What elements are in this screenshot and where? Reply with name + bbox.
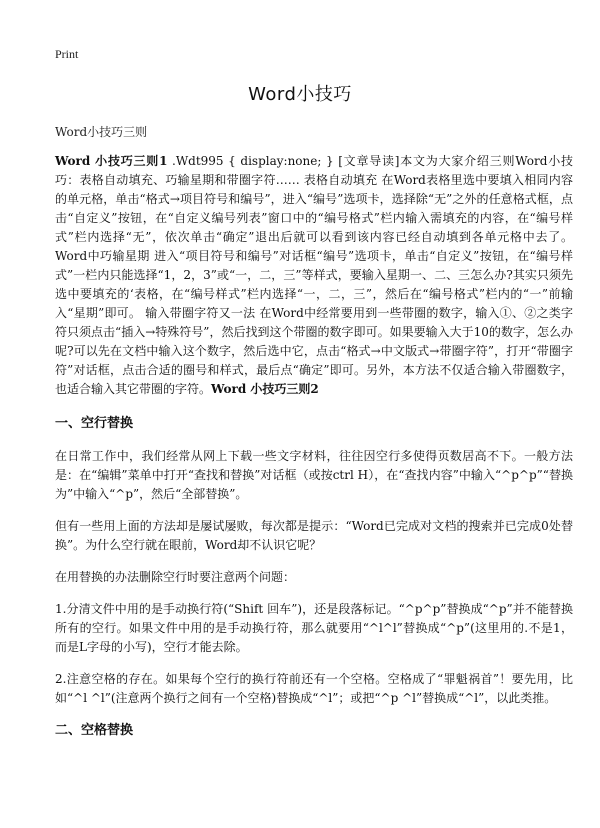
section-heading-spaces: 二、空格替换: [55, 723, 134, 738]
paragraph-1: 在日常工作中，我们经常从网上下载一些文字材料，往往因空行多使得页数居高不下。一般方法是：在“编辑”菜单中打开“查找和替换”对话框（或按ctrl H），在“查找内容”中输入“^p^p”“替换为”中输入“^p”，然后“全部替换”。: [55, 449, 573, 501]
paragraph-4: 1.分清文件中用的是手动换行符(“Shift 回车”)，还是段落标记。“^p^p”替换成“^p”并不能替换所有的空行。如果文件中用的是手动换行符，那么就要用“^l^l”替换成“^p”(这里用的.不是1，而是L字母的小写)，空行才能去除。: [55, 602, 573, 654]
lead-bold-end: Word 小技巧三则2: [211, 382, 319, 396]
lead-paragraph: [55, 152, 573, 399]
lead-bold-start: Word 小技巧三则1: [55, 154, 168, 168]
article-body: [55, 152, 573, 754]
document-title: Word小技巧: [248, 84, 352, 105]
print-link[interactable]: Print: [55, 47, 79, 61]
document-subtitle: Word小技巧三则: [55, 125, 148, 139]
section-heading-blank-lines: 一、空行替换: [55, 416, 134, 431]
paragraph-5: 2.注意空格的存在。如果每个空行的换行符前还有一个空格。空格成了“罪魁祸首”！要先用，比如“^l ^l”(注意两个换行之间有一个空格)替换成“^l”；或把“^p ^l”替换成“^l”，以此类推。: [55, 672, 573, 705]
paragraph-3: 在用替换的办法删除空行时要注意两个问题：: [55, 570, 296, 584]
paragraph-2: 但有一些用上面的方法却是屡试屡败，每次都是提示：“Word已完成对文档的搜索并已完成0处替换”。为什么空行就在眼前，Word却不认识它呢？: [55, 519, 573, 552]
lead-text: .Wdt995 { display:none; } [文章导读]本文为大家介绍三则Word小技巧：表格自动填充、巧输星期和带圈字符…… 表格自动填充 在Word表格里选中要填入相同内容的单元格，单击“格式→项目符号和编号”，进入“编号”选项卡，选择除“无”之外的任意格式框，点击“自定义”按钮，在“自定义编号列表”窗口中的“编号格式”栏内输入需填充的内容，在“编号样式”栏内选择“无”，依次单击“确定”退出后就可以看到该内容已经自动填到各单元格中去了。 Word中巧输星期 进入“项目符号和编号”对话框“编号”选项卡，单击“自定义”按钮，在“编号样式”一栏内只能选择“1，2，3”或“一，二，三”等样式，要输入星期一、二、三怎么办?其实只须先选中要填充的‘表格，在“编号样式”栏内选择“一，二，三”，然后在“编号格式”栏内的“一”前输入“星期”即可。 输入带圈字符又一法 在Word中经常要用到一些带圈的数字，输入①、②之类字符只须点击“插入→特殊符号”，然后找到这个带圈的数字即可。如果要输入大于10的数字，怎么办呢?可以先在文档中输入这个数字，然后选中它，点击“格式→中文版式→带圈字符”，打开“带圈字符”对话框，点击合适的圈号和样式，最后点“确定”即可。另外，本方法不仅适合输入带圈数字，也适合输入其它带圈的字符。: [55, 154, 573, 396]
